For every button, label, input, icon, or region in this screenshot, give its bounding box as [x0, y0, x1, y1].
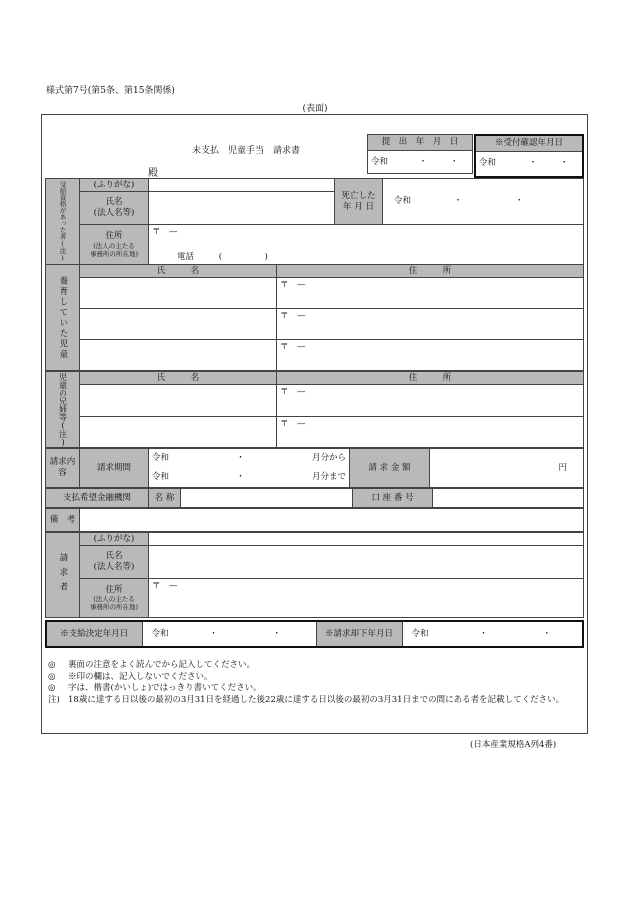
- claimant-furigana-input[interactable]: [149, 533, 584, 546]
- note-mark: ◎: [48, 660, 56, 670]
- claimant-furigana-label: (ふりがな): [80, 533, 149, 546]
- raised-child-address-input[interactable]: [277, 340, 584, 371]
- eligible-furigana-label: (ふりがな): [80, 179, 149, 192]
- eligible-address-label-sub2: 事務所の所在地): [89, 249, 139, 258]
- claimant-label: 請求者: [57, 553, 68, 597]
- claim-from-dot: ・: [236, 453, 245, 464]
- claimant-section: [45, 532, 584, 618]
- decision-section: [45, 620, 584, 648]
- siblings-label: 児童の兄姉等(注): [58, 372, 68, 447]
- raised-children-label-cell: [46, 265, 80, 371]
- rejection-era: 令和: [411, 628, 429, 639]
- submission-dot-1: ・: [418, 156, 428, 167]
- death-date-label: [335, 179, 383, 225]
- death-date-label-line2: 年 月 日: [343, 201, 374, 212]
- bank-name-input[interactable]: [181, 489, 353, 508]
- eligible-address-label-main: 住所: [105, 231, 123, 242]
- rejection-date-field: [402, 621, 583, 647]
- eligible-name-label-main: 氏名: [105, 197, 123, 208]
- sibling-postal-mark: 〒 —: [280, 418, 306, 429]
- bank-name-label: 名 称: [149, 489, 181, 508]
- raised-child-name-input[interactable]: [80, 278, 277, 309]
- claimant-address-label-main: 住所: [105, 584, 123, 595]
- eligible-address-input[interactable]: [149, 225, 584, 265]
- form-title: 未支払 児童手当 請求書: [192, 146, 301, 156]
- claim-from-label: 月分から: [311, 453, 346, 464]
- bank-account-input[interactable]: [433, 489, 584, 508]
- addressee: 殿: [148, 168, 158, 179]
- claimant-name-label: [80, 546, 149, 579]
- raised-children-col-address: 住 所: [277, 265, 584, 278]
- sibling-name-input[interactable]: [80, 385, 277, 417]
- note-mark: ◎: [48, 671, 56, 682]
- raised-children-section: [45, 264, 584, 371]
- death-dot-1: ・: [453, 196, 463, 207]
- decision-dot-2: ・: [272, 628, 281, 639]
- notes: [48, 660, 582, 706]
- bank-label: 支払希望金融機関: [46, 489, 149, 508]
- claim-to-label: 月分まで: [311, 472, 346, 482]
- submission-date-field[interactable]: [368, 151, 473, 174]
- note-text: 字は、楷書(かいしょ)ではっきり書いてください。: [68, 683, 262, 693]
- death-date-field[interactable]: [383, 179, 584, 225]
- sibling-postal-mark: 〒 —: [280, 387, 306, 397]
- claimant-address-input[interactable]: [149, 579, 584, 618]
- note-item: [48, 683, 582, 695]
- receipt-date-box: [474, 134, 584, 178]
- bank-section: [45, 488, 584, 508]
- death-dot-2: ・: [514, 196, 524, 207]
- siblings-col-address: 住 所: [277, 372, 584, 385]
- eligible-name-label-sub: (法人名等): [93, 208, 135, 218]
- eligible-address-label: [80, 225, 149, 265]
- claim-to-dot: ・: [236, 472, 245, 482]
- note-item: [48, 672, 582, 684]
- receipt-dot-2: ・: [559, 158, 569, 169]
- siblings-label-cell: [46, 372, 80, 448]
- decision-era: 令和: [151, 628, 169, 639]
- raised-children-label: 養育していた児童: [57, 275, 68, 360]
- raised-child-address-input[interactable]: [277, 278, 584, 309]
- claim-section: [45, 448, 584, 488]
- raised-child-name-input[interactable]: [80, 309, 277, 340]
- decision-date-label: ※支給決定年月日: [46, 621, 142, 647]
- raised-child-postal-mark: 〒 —: [280, 311, 306, 321]
- rejection-dot-2: ・: [542, 628, 551, 639]
- form-number: 様式第7号(第5条、第15条関係): [46, 86, 175, 96]
- claim-from-era: 令和: [152, 453, 170, 464]
- raised-child-postal-mark: 〒 —: [280, 342, 306, 352]
- eligible-name-input[interactable]: [149, 192, 335, 225]
- submission-dot-2: ・: [449, 156, 459, 167]
- eligible-person-label: 受給資格があった者(注): [58, 181, 67, 262]
- claimant-name-label-main: 氏名: [105, 551, 123, 562]
- claim-period-label: 請求期間: [80, 449, 149, 488]
- raised-child-postal-mark: 〒 —: [280, 280, 306, 290]
- eligible-postal-mark: 〒 —: [152, 227, 178, 237]
- note-mark: ◎: [48, 683, 56, 693]
- sibling-address-input[interactable]: [277, 385, 584, 417]
- receipt-dot-1: ・: [528, 158, 538, 169]
- raised-child-address-input[interactable]: [277, 309, 584, 340]
- submission-date-header: 提 出 年 月 日: [368, 135, 473, 151]
- eligible-name-label: [80, 192, 149, 225]
- bank-account-label: 口 座 番 号: [353, 489, 433, 508]
- note-text: ※印の欄は、記入しないでください。: [68, 671, 213, 682]
- raised-children-col-name: 氏 名: [80, 265, 277, 278]
- note-item: [48, 660, 582, 672]
- death-era: 令和: [394, 196, 412, 207]
- rejection-dot-1: ・: [479, 628, 488, 639]
- claim-yen: 円: [558, 462, 567, 473]
- submission-date-box: [367, 134, 473, 174]
- note-text: 裏面の注意をよく読んでから記入してください。: [68, 660, 256, 670]
- claim-label: 請求内容: [46, 449, 80, 488]
- claimant-name-label-sub: (法人名等): [93, 562, 135, 572]
- note-text: 18歳に達する日以後の最初の3月31日を経過した後22歳に達する日以後の最初の3月31日までの間にある者を記載してください。: [68, 694, 565, 705]
- siblings-section: [45, 371, 584, 448]
- footer-standard: (日本産業規格A列4番): [470, 740, 557, 750]
- eligible-address-label-sub1: (法人の主たる: [93, 241, 135, 250]
- siblings-col-name: 氏 名: [80, 372, 277, 385]
- claimant-postal-mark: 〒 —: [152, 581, 178, 591]
- claimant-address-label: [80, 579, 149, 618]
- remarks-input[interactable]: [80, 509, 584, 532]
- receipt-date-field: [475, 151, 583, 177]
- claimant-address-label-sub1: (法人の主たる: [93, 595, 135, 604]
- claim-period-field[interactable]: [149, 449, 350, 488]
- rejection-date-label: ※請求却下年月日: [316, 621, 402, 647]
- receipt-era: 令和: [479, 158, 497, 169]
- claim-to-era: 令和: [152, 472, 170, 482]
- remarks-label: 備 考: [46, 509, 80, 532]
- eligible-furigana-input[interactable]: [149, 179, 335, 192]
- eligible-person-section: [45, 178, 584, 265]
- note-item: [48, 695, 582, 707]
- claim-amount-field[interactable]: [430, 449, 584, 488]
- remarks-section: [45, 508, 584, 532]
- eligible-phone-parens: ( ): [218, 252, 268, 263]
- claim-amount-label: 請 求 金 額: [350, 449, 430, 488]
- side-label: (表面): [302, 104, 328, 114]
- eligible-phone-label: 電話: [177, 252, 195, 263]
- sibling-name-input[interactable]: [80, 416, 277, 448]
- claimant-name-input[interactable]: [149, 546, 584, 579]
- receipt-date-header: ※受付確認年月日: [475, 135, 583, 151]
- sibling-address-input[interactable]: [277, 416, 584, 448]
- raised-child-name-input[interactable]: [80, 340, 277, 371]
- death-date-label-line1: 死亡した: [341, 190, 376, 201]
- claimant-address-label-sub2: 事務所の所在地): [89, 603, 139, 612]
- decision-date-field: [142, 621, 316, 647]
- eligible-person-label-cell: [46, 179, 80, 265]
- note-mark: 注): [48, 694, 60, 705]
- decision-dot-1: ・: [209, 628, 218, 639]
- claimant-label-cell: [46, 533, 80, 618]
- submission-era: 令和: [371, 156, 389, 167]
